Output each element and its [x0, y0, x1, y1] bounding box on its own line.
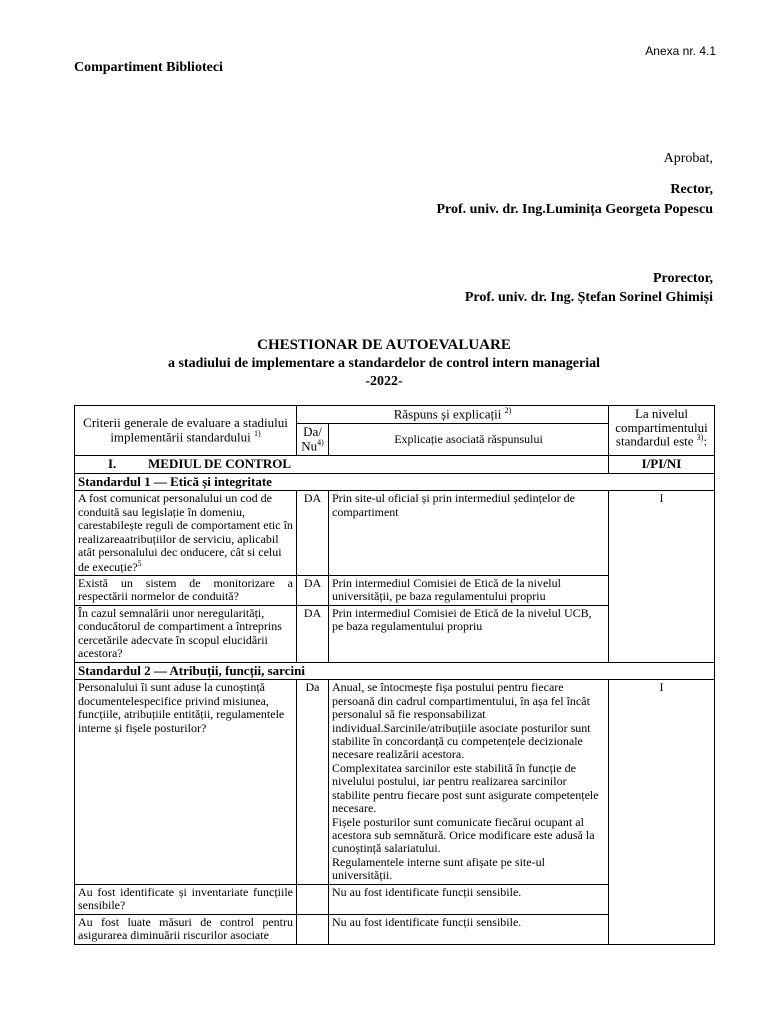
table-row — [75, 491, 715, 576]
standard-1-level: I — [609, 491, 715, 662]
department-name: Compartiment Biblioteci — [74, 60, 223, 75]
approved-label: Aprobat, — [663, 151, 713, 166]
explanation-header: Explicație asociată răspunsului — [329, 423, 609, 455]
explanation-cell: Prin intermediul Comisiei de Etică de la nivelul UCB, pe baza regulamentului propriu — [329, 605, 609, 662]
answer-cell: DA — [297, 605, 329, 662]
annex-number: Anexa nr. 4.1 — [645, 44, 716, 58]
level-header: La nivelul compartimentului standardul este $^{3)}$: — [609, 406, 715, 456]
explanation-cell: Nu au fost identificate funcții sensibile. — [329, 884, 609, 914]
answer-cell: DA — [297, 491, 329, 576]
explanation-paragraph: Complexitatea sarcinilor este stabilită în funcție de nivelului postului, iar pentru realizarea sarcinilor stabilite pentru fiecare post sunt asigurate competențele necesare. — [332, 760, 599, 816]
standard-1-title: Standardul 1 — Etică și integritate — [75, 473, 715, 491]
explanation-cell: Prin intermediul Comisiei de Etică de la nivelul universității, pe baza regulamentului propriu — [329, 576, 609, 606]
explanation-paragraph: Fișele posturilor sunt comunicate fiecărui ocupant al acestora sub semnătură. Orice modificare este adusă la cunoștință salariatului. — [332, 814, 595, 856]
section-name: MEDIUL DE CONTROL — [148, 456, 292, 472]
explanation-cell: Prin site-ul oficial și prin intermediul ședințelor de compartiment — [329, 491, 609, 576]
response-footnote: 2) — [504, 406, 512, 415]
criterion-text: A fost comunicat personalului un cod de conduită sau legislație în domeniu, carestabilește reguli de comportament etic în realizareaatribuțiilor de serviciu, aplicabil atât personalului dec onducere, cât si celui de execuție? — [78, 491, 293, 574]
standard-2-title: Standardul 2 — Atribuții, funcții, sarcini — [75, 662, 715, 680]
explanation-paragraph: Anual, se întocmește fișa postului pentru fiecare persoană din cadrul compartimentului, în așa fel încât personalul să fie responsabilizat individual.Sarcinile/atribuțiile asociate posturilor sunt stabilite în concordanță cu competențele decizionale necesare realizării acestora. — [332, 680, 591, 762]
criteria-footnote: 1) — [254, 429, 261, 439]
answer-cell — [297, 884, 329, 914]
criterion-cell: Au fost luate măsuri de control pentru asigurarea diminuării riscurilor asociate — [75, 914, 297, 944]
table-row — [75, 680, 715, 885]
answer-cell: DA — [297, 576, 329, 606]
criterion-cell: În cazul semnalării unor neregularități, conducătorul de compartiment a întreprins cercetările adecvate în scopul elucidării acestora? — [75, 605, 297, 662]
explanation-paragraph: Regulamentele interne sunt afișate pe site-ul universității. — [332, 854, 545, 883]
criteria-header — [75, 406, 297, 456]
section-row — [75, 456, 715, 474]
document-subtitle: a stadiului de implementare a standardelor de control intern managerial — [167, 356, 601, 371]
criteria-header-text: Criterii generale de evaluare a stadiului implementării standardului — [83, 414, 288, 445]
table-header-row — [75, 406, 715, 424]
da-nu-header-text: Da/ Nu — [301, 423, 322, 454]
level-header-text: La nivelul compartimentului standardul este — [615, 406, 708, 449]
prorector-title: Prorector, — [653, 271, 713, 286]
response-header-text: Răspuns și explicații — [393, 406, 502, 422]
criterion-cell: Au fost identificate și inventariate funcțiile sensibile? — [75, 884, 297, 914]
criterion-cell: Există un sistem de monitorizare a respectării normelor de conduită? — [75, 576, 297, 606]
response-header — [297, 406, 609, 424]
document-title: CHESTIONAR DE AUTOEVALUARE — [257, 337, 511, 353]
da-nu-header — [297, 423, 329, 455]
standard-2-level: I — [609, 680, 715, 944]
rector-title: Rector, — [670, 182, 713, 197]
answer-cell: Da — [297, 680, 329, 885]
da-nu-footnote: 4) — [317, 438, 324, 448]
prorector-name: Prof. univ. dr. Ing. Ștefan Sorinel Ghimiși — [464, 290, 713, 305]
assessment-table — [74, 405, 715, 945]
criterion-cell — [75, 491, 297, 576]
criterion-cell: Personalului îi sunt aduse la cunoștință documentelespecifice privind misiunea, funcțiile, atribuțiile entității, regulamentele interne și fișele posturilor? — [75, 680, 297, 885]
criterion-footnote: 5 — [137, 558, 142, 568]
answer-cell — [297, 914, 329, 944]
standard-1-row — [75, 473, 715, 491]
document-year: -2022- — [365, 374, 403, 389]
section-roman: I. — [108, 456, 117, 472]
ipni-header: I/PI/NI — [609, 456, 715, 474]
rector-name: Prof. univ. dr. Ing.Luminița Georgeta Popescu — [436, 202, 713, 217]
standard-2-row — [75, 662, 715, 680]
level-footnote: 3) — [696, 433, 704, 443]
explanation-cell: Nu au fost identificate funcții sensibile. — [329, 914, 609, 944]
section-title — [75, 456, 609, 474]
explanation-cell — [329, 680, 609, 885]
